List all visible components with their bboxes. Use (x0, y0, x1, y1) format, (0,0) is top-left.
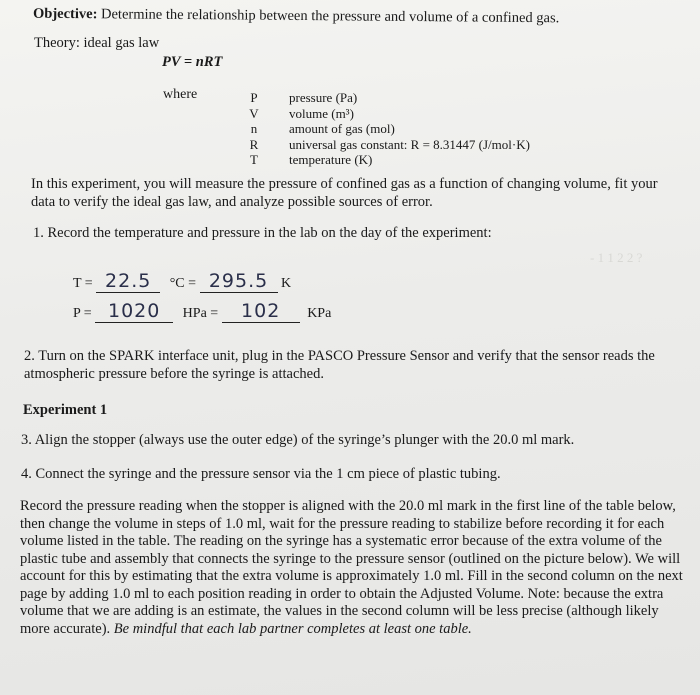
p-kpa-value: 102 (241, 300, 281, 322)
temperature-line (73, 270, 291, 293)
var-symbol: P (250, 90, 258, 105)
var-desc: volume (m³) (289, 105, 354, 121)
celsius-unit: °C = (169, 276, 197, 291)
var-symbol: T (250, 152, 258, 167)
ideal-gas-equation: PV = nRT (162, 54, 223, 70)
variable-symbols (246, 90, 262, 168)
record-italic-note: Be mindful that each lab partner completes at least one table. (113, 620, 472, 637)
t-celsius-value: 22.5 (105, 270, 152, 292)
where-label: where (163, 87, 198, 102)
variable-descriptions (289, 90, 530, 168)
p-label: P = (73, 306, 92, 321)
var-desc: temperature (K) (289, 152, 373, 167)
kpa-unit: KPa (307, 306, 332, 321)
t-label: T = (73, 276, 93, 291)
objective-text: Determine the relationship between the pressure and volume of a confined gas. (100, 6, 560, 27)
p-hpa-field (95, 300, 173, 323)
t-kelvin-value: 295.5 (208, 270, 269, 292)
var-desc: pressure (Pa) (289, 90, 358, 105)
hpa-unit: HPa = (182, 306, 219, 321)
var-desc: amount of gas (mol) (289, 121, 395, 136)
t-kelvin-field (200, 270, 278, 293)
pressure-line (73, 300, 331, 323)
objective-line (33, 6, 559, 28)
experiment-title: Experiment 1 (23, 402, 108, 418)
var-symbol: V (249, 105, 259, 121)
var-desc (289, 137, 530, 153)
t-celsius-field (96, 270, 160, 293)
var-desc-r: universal gas constant: R = 8.31447 (J/mol·K) (289, 136, 530, 152)
step-3: 3. Align the stopper (always use the outer edge) of the syringe’s plunger with the 20.0 ml mark. (21, 432, 575, 448)
step-2: 2. Turn on the SPARK interface unit, plug in the PASCO Pressure Sensor and verify that the sensor reads the atmospheric pressure before the syringe is attached. (24, 348, 655, 382)
theory-label: Theory: ideal gas law (34, 35, 160, 51)
record-text: Record the pressure reading when the stopper is aligned with the 20.0 ml mark in the first line of the table below, then change the volume in steps of 1.0 ml, wait for the pressure reading to stabilize before recording it for each volume listed in the table. The reading on the syringe has a systematic error because of the extra volume of the plastic tube and assembly that connects the syringe to the pressure sensor (outlined on the picture below). We will account for this by estimating that the extra volume is approximately 1.0 ml. Fill in the second column on the next page by adding 1.0 ml to each position reading in order to obtain the Adjusted Volume. Note: because the extra volume that we are adding is an estimate, the values in the second column will be less precise (although likely more accurate). (20, 498, 683, 637)
step-4: 4. Connect the syringe and the pressure sensor via the 1 cm piece of plastic tubing. (21, 466, 501, 482)
record-paragraph (20, 498, 688, 638)
p-hpa-value: 1020 (107, 300, 161, 322)
var-symbol: R (249, 136, 259, 152)
step-1: 1. Record the temperature and pressure in the lab on the day of the experiment: (33, 225, 492, 241)
bleed-through-text: - 1 1 2 2 ? (590, 250, 643, 265)
objective-label: Objective: (32, 5, 98, 23)
var-symbol: n (250, 121, 258, 136)
p-kpa-field (222, 300, 300, 323)
kelvin-unit: K (281, 276, 292, 291)
intro-paragraph: In this experiment, you will measure the pressure of confined gas as a function of changing volume, fit your data to verify the ideal gas law, and analyze possible sources of error. (31, 176, 658, 210)
